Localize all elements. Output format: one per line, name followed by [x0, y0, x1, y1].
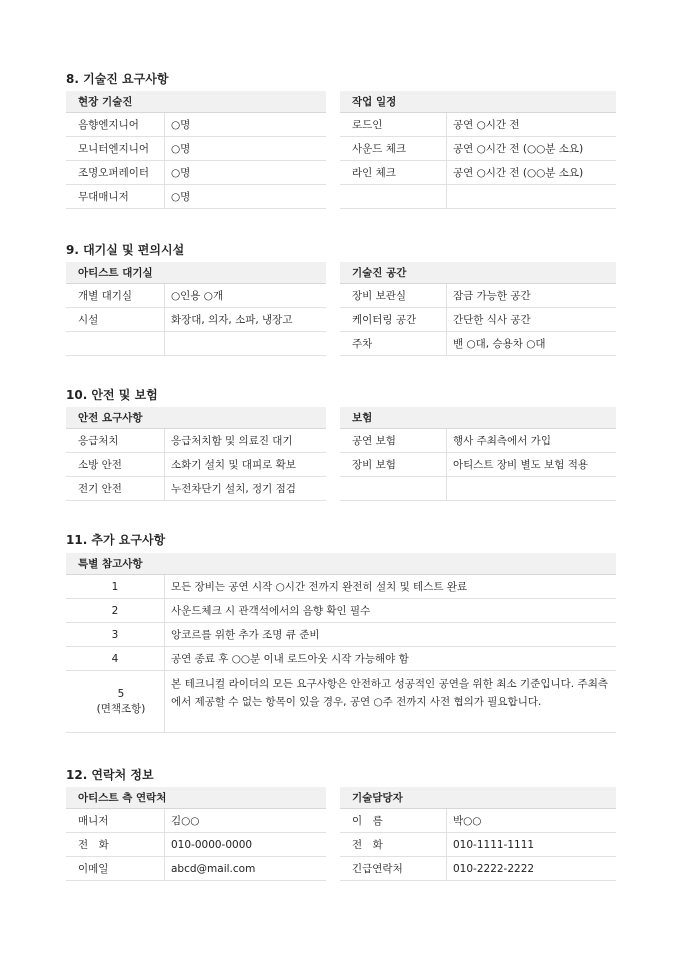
row-value: 행사 주최측에서 가입: [453, 435, 551, 447]
table-header: 현장 기술진: [66, 91, 326, 113]
table-row: [66, 161, 326, 185]
note-row-item: [66, 623, 616, 647]
row-value: [447, 185, 616, 208]
table-row: [340, 332, 616, 356]
row-label: 주차: [340, 332, 447, 355]
row-value: 소화기 설치 및 대피로 확보: [171, 459, 296, 471]
row-label: 사운드 체크: [340, 137, 447, 160]
table-row: [340, 477, 616, 501]
row-label: 전기 안전: [66, 477, 165, 500]
table-row: [66, 332, 326, 356]
table-row: [66, 284, 326, 308]
row-label: 모니터엔지니어: [66, 137, 165, 160]
table-row: [66, 137, 326, 161]
note-row-item: [66, 647, 616, 671]
table-row: [66, 429, 326, 453]
table-row: [340, 833, 616, 857]
table-header: 안전 요구사항: [66, 407, 326, 429]
row-label: 이메일: [66, 857, 165, 880]
info-table: [66, 787, 326, 881]
row-label: 라인 체크: [340, 161, 447, 184]
section-title: 8. 기술진 요구사항: [66, 72, 169, 86]
table-row: [66, 857, 326, 881]
info-table: [66, 407, 326, 501]
disclaimer-row: [66, 671, 616, 733]
row-label: 소방 안전: [66, 453, 165, 476]
row-label: 개별 대기실: [66, 284, 165, 307]
row-value: 010-2222-2222: [453, 863, 535, 875]
table-row: [340, 161, 616, 185]
row-value: 잠금 가능한 공간: [453, 290, 531, 302]
table-row: [66, 113, 326, 137]
row-label: 음향엔지니어: [66, 113, 165, 136]
row-label: 응급처치: [66, 429, 165, 452]
section-title: 11. 추가 요구사항: [66, 533, 166, 547]
row-value: 밴 ○대, 승용차 ○대: [453, 338, 546, 350]
table-row: [66, 453, 326, 477]
item-number: 1: [66, 575, 165, 598]
table-header: 작업 일정: [340, 91, 616, 113]
row-value: ○명: [171, 119, 191, 131]
info-table: [66, 262, 326, 356]
row-label: 케이터링 공간: [340, 308, 447, 331]
table-row: [340, 429, 616, 453]
row-label: 긴급연락처: [340, 857, 447, 880]
row-label: 전 화: [66, 833, 165, 856]
item-number: 3: [66, 623, 165, 646]
row-value: ○인용 ○개: [171, 290, 224, 302]
table-row: [340, 113, 616, 137]
item-number: 4: [66, 647, 165, 670]
note-row-item: [66, 599, 616, 623]
table-row: [340, 185, 616, 209]
row-label: 장비 보험: [340, 453, 447, 476]
row-value: 공연 ○시간 전: [453, 119, 520, 131]
row-value: ○명: [171, 167, 191, 179]
row-label: [340, 185, 447, 208]
row-label: 로드인: [340, 113, 447, 136]
row-value: 아티스트 장비 별도 보험 적용: [453, 459, 589, 471]
row-value: 화장대, 의자, 소파, 냉장고: [171, 314, 293, 326]
row-label: 공연 보험: [340, 429, 447, 452]
info-table: [340, 787, 616, 881]
table-row: [66, 833, 326, 857]
table-row: [66, 308, 326, 332]
table-header: 기술진 공간: [340, 262, 616, 284]
row-value: 공연 ○시간 전 (○○분 소요): [453, 143, 584, 155]
row-value: 누전차단기 설치, 정기 점검: [171, 483, 296, 495]
row-value: 공연 ○시간 전 (○○분 소요): [453, 167, 584, 179]
table-row: [66, 477, 326, 501]
disclaimer-caption: (면책조항): [96, 702, 146, 715]
notes-table: [66, 553, 616, 733]
info-table: [340, 262, 616, 356]
table-header: 아티스트 측 연락처: [66, 787, 326, 809]
item-text: 모든 장비는 공연 시작 ○시간 전까지 완전히 설치 및 테스트 완료: [171, 581, 468, 593]
table-header: 보험: [340, 407, 616, 429]
row-value: [165, 332, 326, 355]
info-table: [66, 91, 326, 209]
table-header: 특별 참고사항: [66, 553, 616, 575]
item-number: 2: [66, 599, 165, 622]
info-table: [340, 91, 616, 209]
row-label: 시설: [66, 308, 165, 331]
row-value: 010-1111-1111: [453, 839, 535, 851]
row-value: 간단한 식사 공간: [453, 314, 531, 326]
row-label: 조명오퍼레이터: [66, 161, 165, 184]
row-value: 010-0000-0000: [171, 839, 253, 851]
row-value: 박○○: [453, 815, 482, 827]
table-header: 아티스트 대기실: [66, 262, 326, 284]
row-value: ○명: [171, 143, 191, 155]
table-row: [340, 308, 616, 332]
row-value: [447, 477, 616, 500]
section-title: 9. 대기실 및 편의시설: [66, 243, 185, 257]
item-text: 사운드체크 시 관객석에서의 음향 확인 필수: [171, 605, 371, 617]
item-text: 공연 종료 후 ○○분 이내 로드아웃 시작 가능해야 함: [171, 653, 409, 665]
row-label: [66, 332, 165, 355]
note-row-item: [66, 575, 616, 599]
item-text: 앙코르를 위한 추가 조명 큐 준비: [171, 629, 320, 641]
row-value: ○명: [171, 191, 191, 203]
disclaimer-number: 5: [117, 687, 125, 700]
row-value: 김○○: [171, 815, 200, 827]
row-value: 응급처치함 및 의료진 대기: [171, 435, 293, 447]
table-header: 기술담당자: [340, 787, 616, 809]
row-label: [340, 477, 447, 500]
table-row: [340, 137, 616, 161]
table-row: [340, 857, 616, 881]
info-table: [340, 407, 616, 501]
section-title: 12. 연락처 정보: [66, 768, 154, 782]
table-row: [66, 185, 326, 209]
table-row: [66, 809, 326, 833]
row-label: 장비 보관실: [340, 284, 447, 307]
disclaimer-label: [66, 671, 165, 732]
disclaimer-text: 본 테크니컬 라이더의 모든 요구사항은 안전하고 성공적인 공연을 위한 최소 기준입니다. 주최측에서 제공할 수 없는 항목이 있을 경우, 공연 ○주 전까지 사전 협의가 필요합니다.: [171, 678, 608, 708]
section-title: 10. 안전 및 보험: [66, 388, 158, 402]
row-label: 무대매니저: [66, 185, 165, 208]
row-value: abcd@mail.com: [171, 863, 256, 875]
row-label: 이 름: [340, 809, 447, 832]
table-row: [340, 453, 616, 477]
row-label: 매니저: [66, 809, 165, 832]
table-row: [340, 809, 616, 833]
row-label: 전 화: [340, 833, 447, 856]
table-row: [340, 284, 616, 308]
